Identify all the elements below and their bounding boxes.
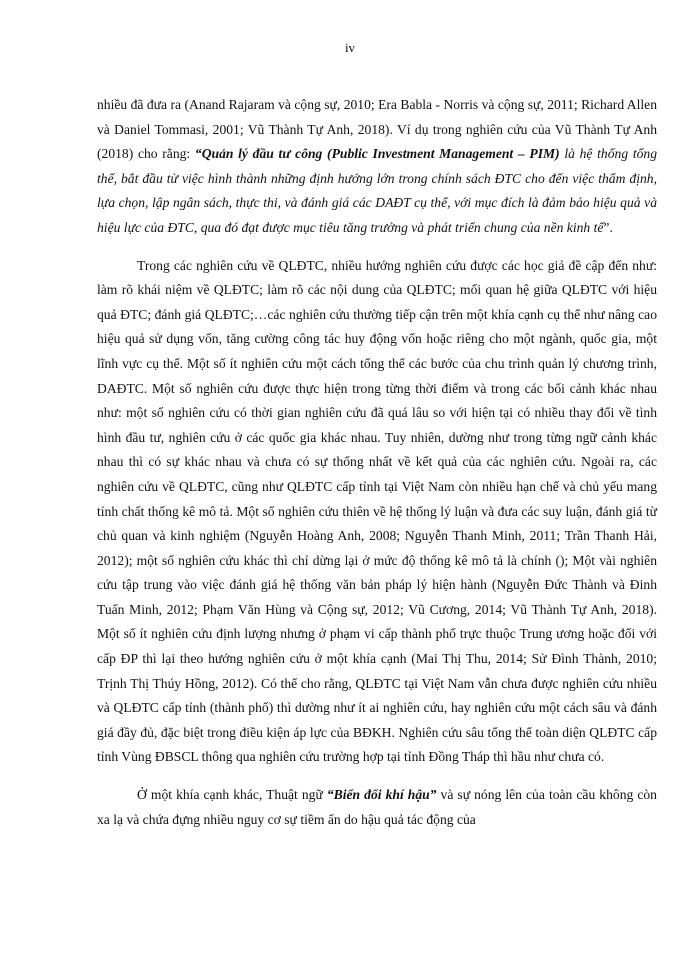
paragraph-2	[97, 254, 657, 770]
emphasized-term: “Quản lý đầu tư công (Public Investment Management – PIM)	[194, 146, 560, 162]
text-run: Ở một khía cạnh khác, Thuật ngữ	[137, 787, 327, 803]
page-number: iv	[344, 40, 356, 55]
emphasized-term: “Biến đổi khí hậu”	[326, 787, 437, 803]
text-run: nhiều đã đưa ra (Anand Rajaram và cộng sự, 2010; Era Babla - Norris và cộng sự, 2011; Richard Allen và Daniel Tommasi, 2001; Vũ Thành Tự Anh, 2018). Ví dụ trong nghiên cứu của Vũ Thành Tự Anh (2018) cho rằng:	[97, 97, 657, 162]
text-run: Trong các nghiên cứu về QLĐTC, nhiều hướng nghiên cứu được các học giả đề cập đến như: làm rõ khái niệm về QLĐTC; làm rõ các nội dung của QLĐTC; mối quan hệ giữa QLĐTC với hiệu quả ĐTC; đánh giá QLĐTC;…các nghiên cứu thường tiếp cận trên một khía cạnh cụ thể như nâng cao hiệu quả sử dụng vốn, tăng cường công tác huy động vốn hoặc riêng cho một ngành, quốc gia, một lĩnh vực cụ thể. Một số ít nghiên cứu một cách tổng thể các bước của chu trình quản lý chương trình, DAĐTC. Một số nghiên cứu được thực hiện trong từng thời điểm và trong các bối cảnh khác nhau như: một số nghiên cứu có thời gian nghiên cứu đã quá lâu so với hiện tại có nhiều thay đổi về tình hình đầu tư, nghiên cứu ở các quốc gia khác nhau. Tuy nhiên, dường như trong từng ngữ cảnh khác nhau thì có sự khác nhau và chưa có sự thống nhất về kết quả của các nghiên cứu. Ngoài ra, các nghiên cứu về QLĐTC, cũng như QLĐTC cấp tỉnh tại Việt Nam còn nhiều hạn chế và chủ yếu mang tính chất thống kê mô tả. Một số nghiên cứu thiên về hệ thống lý luận và đưa các suy luận, đánh giá từ chủ quan và kinh nghiệm (Nguyễn Hoàng Anh, 2008; Nguyễn Thanh Minh, 2011; Trần Thanh Hải, 2012); một số nghiên cứu khác thì chỉ dừng lại ở mức độ thống kê mô tả là chính (); Một vài nghiên cứu tập trung vào việc đánh giá hệ thống văn bản pháp lý hiện hành (Nguyễn Đức Thành và Đinh Tuấn Minh, 2012; Phạm Văn Hùng và Cộng sự, 2012; Vũ Cương, 2014; Vũ Thành Tự Anh, 2018). Một số ít nghiên cứu định lượng nhưng ở phạm vi cấp thành phố trực thuộc Trung ương hoặc đối với cấp ĐP thì lại theo hướng nghiên cứu ở một khía cạnh (Mai Thị Thu, 2014; Sử Đình Thành, 2010; Trịnh Thị Thúy Hồng, 2012). Có thể cho rằng, QLĐTC tại Việt Nam vẫn chưa được nghiên cứu nhiều và QLĐTC cấp tỉnh (thành phố) thì dường như ít ai nghiên cứu, hay nghiên cứu một cách sâu và đánh giá đầy đủ, đặc biệt trong điều kiện áp lực của BĐKH. Nghiên cứu sâu tổng thể toàn diện QLĐTC cấp tỉnh Vùng ĐBSCL thông qua nghiên cứu trường hợp tại tỉnh Đồng Tháp thì hầu như chưa có.	[97, 257, 657, 765]
text-run: ”.	[603, 219, 613, 235]
paragraph-3	[97, 783, 657, 832]
quoted-definition: là hệ thống tổng thể, bắt đầu từ việc hình thành những định hướng lớn trong chính sách ĐTC cho đến việc thẩm định, lựa chọn, lập ngân sách, thực thi, và đánh giá các DAĐT cụ thể, với mục đích là đảm bảo hiệu quả và hiệu lực của ĐTC, qua đó đạt được mục tiêu tăng trưởng và phát triển chung của nền kinh tế	[97, 146, 657, 235]
paragraph-1	[97, 93, 657, 241]
text-run: và sự nóng lên của toàn cầu không còn xa lạ và chứa đựng nhiều nguy cơ sự tiềm ẩn do hậu quả tác động của	[97, 787, 657, 827]
body-text	[97, 93, 657, 832]
